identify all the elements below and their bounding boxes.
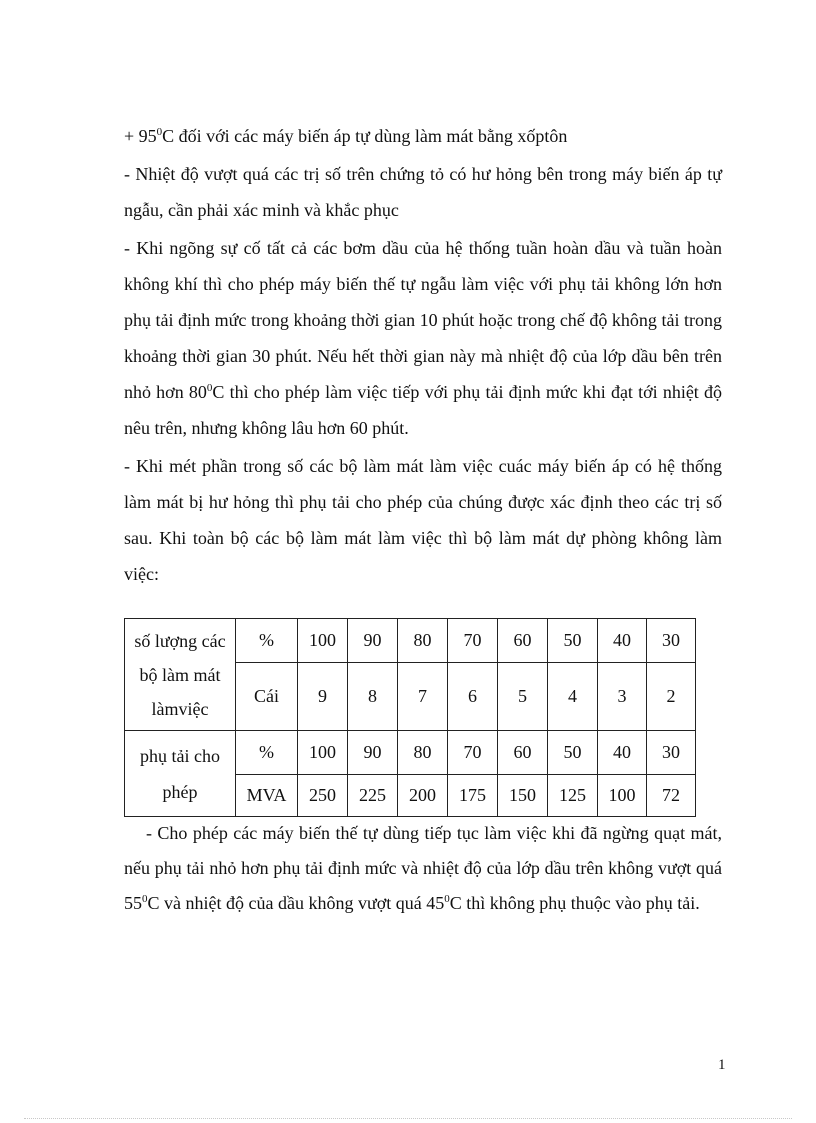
paragraph-4: - Khi mét phần trong số các bộ làm mát làm việc cuác máy biến áp có hệ thống làm mát bị hư hỏng thì phụ tải cho phép của chúng được xác định theo các trị số sau. Khi toàn bộ các bộ làm mát làm việc thì bộ làm mát dự phòng không làm việc: bbox=[124, 456, 722, 584]
table-cell: 90 bbox=[348, 731, 398, 775]
table-cell: 2 bbox=[647, 663, 696, 731]
table-cell: 100 bbox=[298, 731, 348, 775]
table-cell: 100 bbox=[598, 775, 647, 817]
table-cell: 8 bbox=[348, 663, 398, 731]
cooler-load-table bbox=[124, 618, 696, 817]
table-cell: 125 bbox=[548, 775, 598, 817]
p1-text-b: C đối với các máy biến áp tự dùng làm mát bằng xốptôn bbox=[162, 126, 568, 146]
p5-superscript-1: 0 bbox=[142, 893, 148, 905]
p1-text-a: + 95 bbox=[124, 126, 157, 146]
body-text bbox=[124, 118, 722, 594]
paragraph-3 bbox=[124, 230, 722, 446]
unit-cell: Cái bbox=[236, 663, 298, 731]
paragraph-1 bbox=[124, 118, 722, 154]
table-cell: 90 bbox=[348, 619, 398, 663]
table-cell: 70 bbox=[448, 619, 498, 663]
p1-superscript: 0 bbox=[156, 126, 163, 138]
p3-superscript: 0 bbox=[206, 382, 213, 394]
table-cell: 7 bbox=[398, 663, 448, 731]
table-cell: 200 bbox=[398, 775, 448, 817]
table-cell: 30 bbox=[647, 731, 696, 775]
p5-text-c: C thì không phụ thuộc vào phụ tải. bbox=[449, 893, 700, 913]
table-cell: 6 bbox=[448, 663, 498, 731]
group-label-coolers: số lượng các bộ làm mát làmviệc bbox=[125, 619, 236, 731]
table-cell: 175 bbox=[448, 775, 498, 817]
table-cell: 150 bbox=[498, 775, 548, 817]
table-cell: 40 bbox=[598, 619, 647, 663]
table-cell: 3 bbox=[598, 663, 647, 731]
paragraph-2: - Nhiệt độ vượt quá các trị số trên chứng tỏ có hư hỏng bên trong máy biến áp tự ngẫu, cần phải xác minh và khắc phục bbox=[124, 164, 722, 220]
table-row bbox=[125, 619, 696, 663]
table-cell: 30 bbox=[647, 619, 696, 663]
table-cell: 60 bbox=[498, 731, 548, 775]
footer-divider bbox=[24, 1118, 792, 1119]
unit-cell: % bbox=[236, 731, 298, 775]
group-label-load: phụ tải cho phép bbox=[125, 731, 236, 817]
table-cell: 100 bbox=[298, 619, 348, 663]
p3-text-a: - Khi ngõng sự cố tất cả các bơm dầu của hệ thống tuần hoàn dầu và tuần hoàn không khí thì cho phép máy biến thế tự ngẫu làm việc với phụ tải không lớn hơn phụ tải định mức trong khoảng thời gian 10 phút hoặc trong chế độ không tải trong khoảng thời gian 30 phút. Nếu hết thời gian này mà nhiệt độ của lớp dầu bên trên nhỏ hơn 80 bbox=[124, 238, 722, 402]
p5-text-a: - Cho phép các máy biến thế tự dùng tiếp tục làm việc khi đã ngừng quạt mát, nếu phụ tải nhỏ hơn phụ tải định mức và nhiệt độ của lớp dầu trên không vượt quá 55 bbox=[124, 823, 722, 913]
table-cell: 250 bbox=[298, 775, 348, 817]
unit-cell: MVA bbox=[236, 775, 298, 817]
p5-superscript-2: 0 bbox=[444, 893, 450, 905]
table-cell: 72 bbox=[647, 775, 696, 817]
unit-cell: % bbox=[236, 619, 298, 663]
table-cell: 40 bbox=[598, 731, 647, 775]
table-cell: 9 bbox=[298, 663, 348, 731]
table-cell: 50 bbox=[548, 619, 598, 663]
body-text-after-table bbox=[124, 816, 722, 921]
paragraph-5 bbox=[124, 816, 722, 921]
table-cell: 70 bbox=[448, 731, 498, 775]
table-row bbox=[125, 731, 696, 775]
p5-text-b: C và nhiệt độ của dầu không vượt quá 45 bbox=[147, 893, 445, 913]
p3-text-b: C thì cho phép làm việc tiếp với phụ tải định mức khi đạt tới nhiệt độ nêu trên, nhưng không lâu hơn 60 phút. bbox=[124, 382, 722, 438]
table-cell: 50 bbox=[548, 731, 598, 775]
table-cell: 80 bbox=[398, 731, 448, 775]
table-cell: 60 bbox=[498, 619, 548, 663]
table-cell: 80 bbox=[398, 619, 448, 663]
table-cell: 4 bbox=[548, 663, 598, 731]
table-cell: 225 bbox=[348, 775, 398, 817]
page-number: 1 bbox=[718, 1057, 726, 1073]
table-cell: 5 bbox=[498, 663, 548, 731]
